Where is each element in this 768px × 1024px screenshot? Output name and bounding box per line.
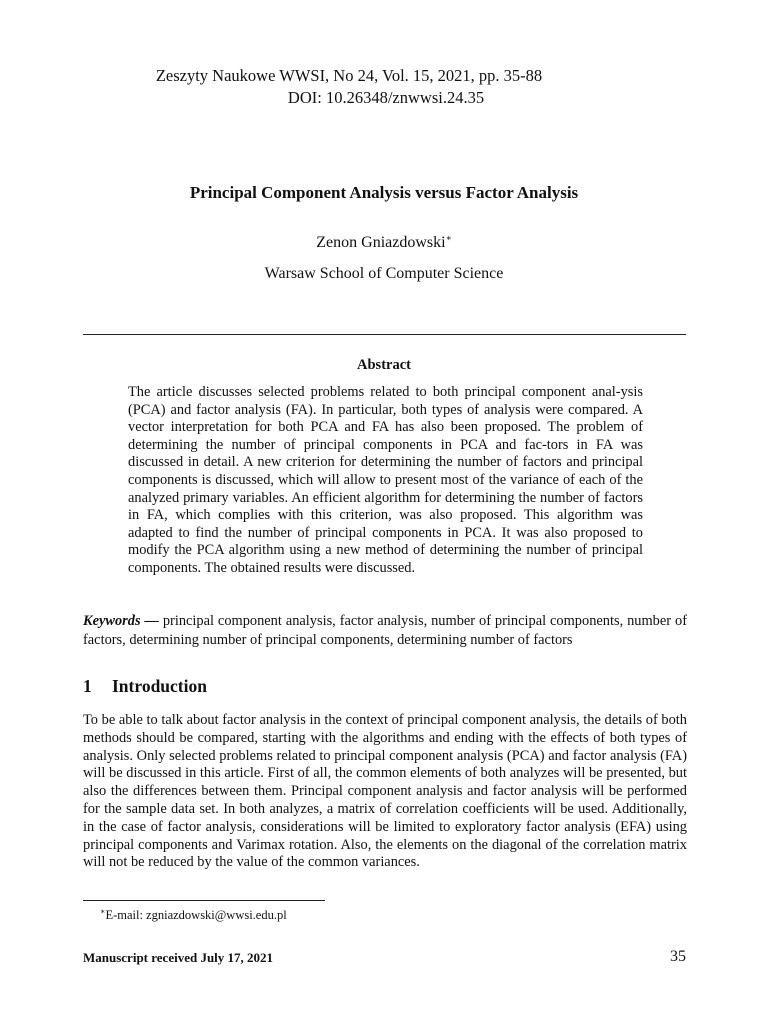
keywords-paragraph (83, 612, 687, 649)
introduction-text: To be able to talk about factor analysis in the context of principal component analysis, the details of both methods should be compared, starting with the algorithms and ending with the effects of both types of analysis. Only selected problems related to principal component analysis (PCA) and factor analysis (FA) will be discussed in this article. First of all, the common elements of both analyzes will be presented, but also the differences between them. Principal component analysis and factor analysis will be performed for the sample data set. In both analyzes, a matrix of correlation coefficients will be used. Additionally, in the case of factor analysis, considerations will be limited to exploratory factor analysis (EFA) using principal components and Varimax rotation. Also, the elements on the diagonal of the correlation matrix will not be reduced by the value of the common variances. (83, 712, 687, 871)
top-divider (83, 334, 686, 335)
footnote (100, 904, 287, 923)
affiliation: Warsaw School of Computer Science (264, 265, 504, 282)
abstract-heading: Abstract (357, 357, 411, 373)
keywords-text: principal component analysis, factor analysis, number of principal components, number of factors, determining number of principal components, determining number of factors (83, 613, 687, 648)
footnote-mark: ∗ (100, 907, 106, 916)
author-block (0, 228, 768, 253)
footnote-divider (83, 900, 325, 901)
manuscript-received: Manuscript received July 17, 2021 (83, 950, 274, 965)
paper-title: Principal Component Analysis versus Factor Analysis (189, 183, 579, 202)
section-heading (83, 675, 207, 697)
abstract-text: The article discusses selected problems related to both principal component anal-ysis (PCA) and factor analysis (FA). In particular, both types of analysis were compared. A vector interpretation for both PCA and FA has also been proposed. The problem of determining the number of principal components in PCA and fac-tors in FA was discussed in detail. A new criterion for determining the number of factors and principal components is discussed, which will allow to present most of the variance of each of the analyzed primary variables. An efficient algorithm for determining the number of factors in FA, which complies with this criterion, was also proposed. This algorithm was adapted to find the number of principal components in PCA. It was also proposed to modify the PCA algorithm using a new method of determining the number of principal components. The obtained results were discussed. (128, 384, 643, 576)
keywords-label: Keywords — (83, 613, 159, 629)
section-title: Introduction (112, 676, 207, 696)
doi-line: DOI: 10.26348/znwwsi.24.35 (287, 88, 485, 107)
author-footnote-mark: ∗ (445, 233, 452, 243)
page-number: 35 (670, 948, 686, 965)
journal-citation: Zeszyty Naukowe WWSI, No 24, Vol. 15, 2021, pp. 35-88 (155, 66, 543, 85)
author-name: Zenon Gniazdowski (316, 234, 446, 251)
section-number: 1 (83, 676, 92, 696)
footnote-email: E-mail: zgniazdowski@wwsi.edu.pl (105, 908, 287, 922)
